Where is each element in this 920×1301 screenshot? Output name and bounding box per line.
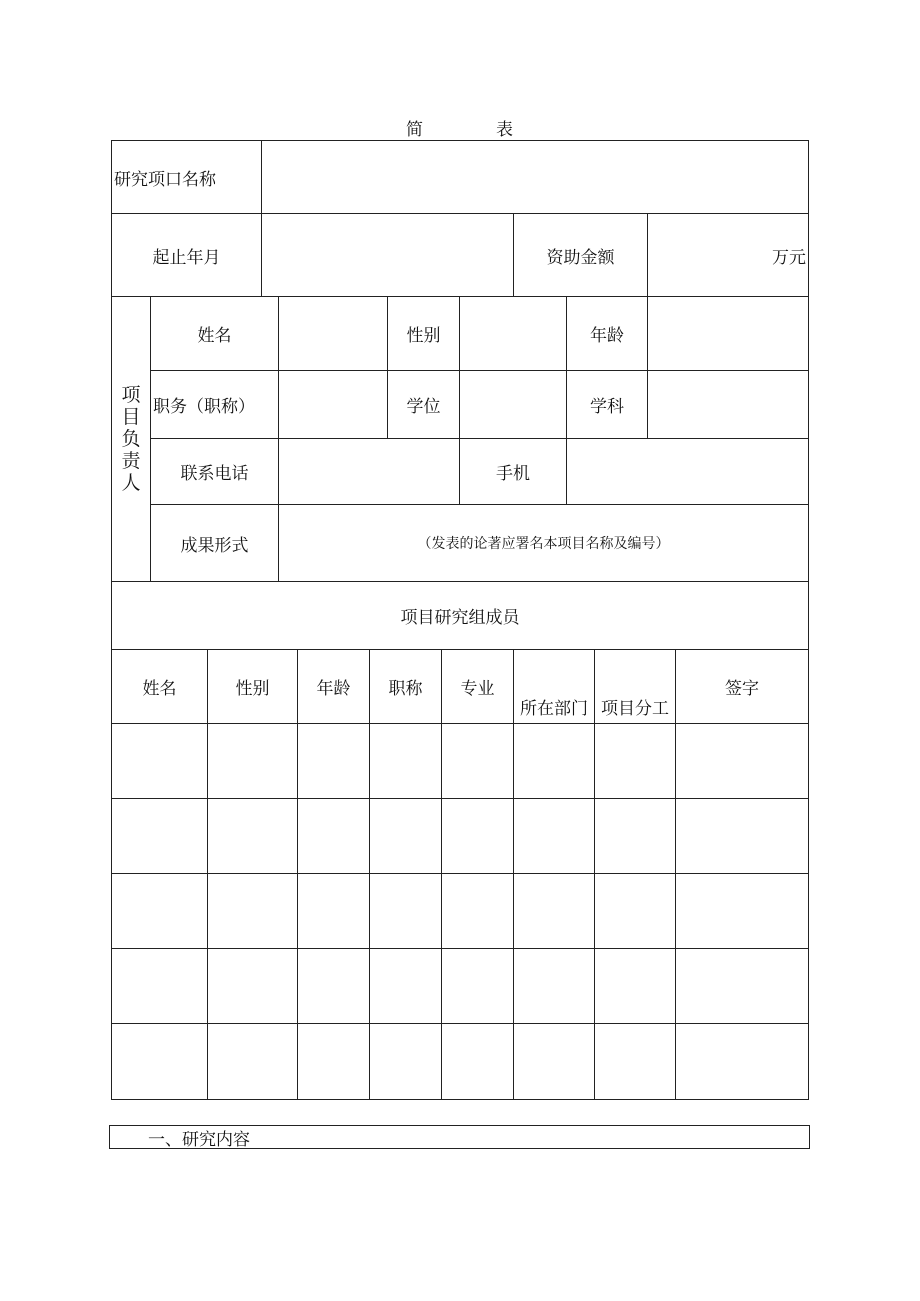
member-header-signature: 签字 xyxy=(725,679,759,699)
leader-title-field[interactable] xyxy=(279,371,387,438)
title-char-2: 表 xyxy=(496,119,514,140)
leader-phone-label: 联系电话 xyxy=(180,464,249,484)
funding-label: 资助金额 xyxy=(546,247,615,268)
leader-degree-label: 学位 xyxy=(406,397,441,417)
member-header-age: 年龄 xyxy=(316,679,351,699)
member-header-gender: 性别 xyxy=(235,679,270,699)
leader-label-char: 人 xyxy=(121,472,141,494)
period-label: 起止年月 xyxy=(152,247,221,268)
member-row-2[interactable] xyxy=(112,799,808,873)
member-header-department: 所在部门 xyxy=(520,699,588,719)
leader-age-field[interactable] xyxy=(648,297,808,370)
leader-outcome-label: 成果形式 xyxy=(180,535,249,556)
leader-mobile-label: 手机 xyxy=(496,464,530,484)
member-row-3[interactable] xyxy=(112,874,808,948)
leader-degree-field[interactable] xyxy=(460,371,566,438)
research-content-label: 一、研究内容 xyxy=(148,1129,250,1150)
period-field[interactable] xyxy=(262,214,513,296)
leader-discipline-field[interactable] xyxy=(648,371,808,438)
table-border-right xyxy=(808,140,809,1100)
member-header-title: 职称 xyxy=(388,679,423,699)
title-char-1: 简 xyxy=(406,119,424,140)
member-row-1[interactable] xyxy=(112,724,808,798)
table-border-bottom xyxy=(111,1099,809,1100)
leader-label-char: 项 xyxy=(121,384,141,406)
leader-name-field[interactable] xyxy=(279,297,387,370)
form-title xyxy=(0,114,920,140)
project-name-label: 研究项口名称 xyxy=(114,169,216,190)
leader-gender-label: 性别 xyxy=(406,326,441,346)
member-row-4[interactable] xyxy=(112,949,808,1023)
project-name-field[interactable] xyxy=(262,141,808,213)
member-header-name: 姓名 xyxy=(142,679,177,699)
research-content-section xyxy=(109,1125,810,1149)
leader-discipline-label: 学科 xyxy=(590,397,624,417)
funding-unit: 万元 xyxy=(772,247,806,268)
member-header-role: 项目分工 xyxy=(601,699,669,719)
leader-age-label: 年龄 xyxy=(590,326,624,346)
member-header-major: 专业 xyxy=(460,679,495,699)
leader-group-label xyxy=(112,297,150,581)
leader-name-label: 姓名 xyxy=(197,326,232,346)
leader-title-label: 职务（职称） xyxy=(153,397,255,417)
leader-label-char: 目 xyxy=(121,406,141,428)
leader-label-char: 负 xyxy=(121,428,141,450)
leader-gender-field[interactable] xyxy=(460,297,566,370)
members-section-title: 项目研究组成员 xyxy=(400,608,520,628)
leader-phone-field[interactable] xyxy=(279,439,459,504)
member-row-5[interactable] xyxy=(112,1024,808,1099)
leader-label-char: 责 xyxy=(121,450,141,472)
leader-mobile-field[interactable] xyxy=(567,439,808,504)
leader-outcome-note[interactable]: （发表的论著应署名本项目名称及编号） xyxy=(417,536,670,552)
